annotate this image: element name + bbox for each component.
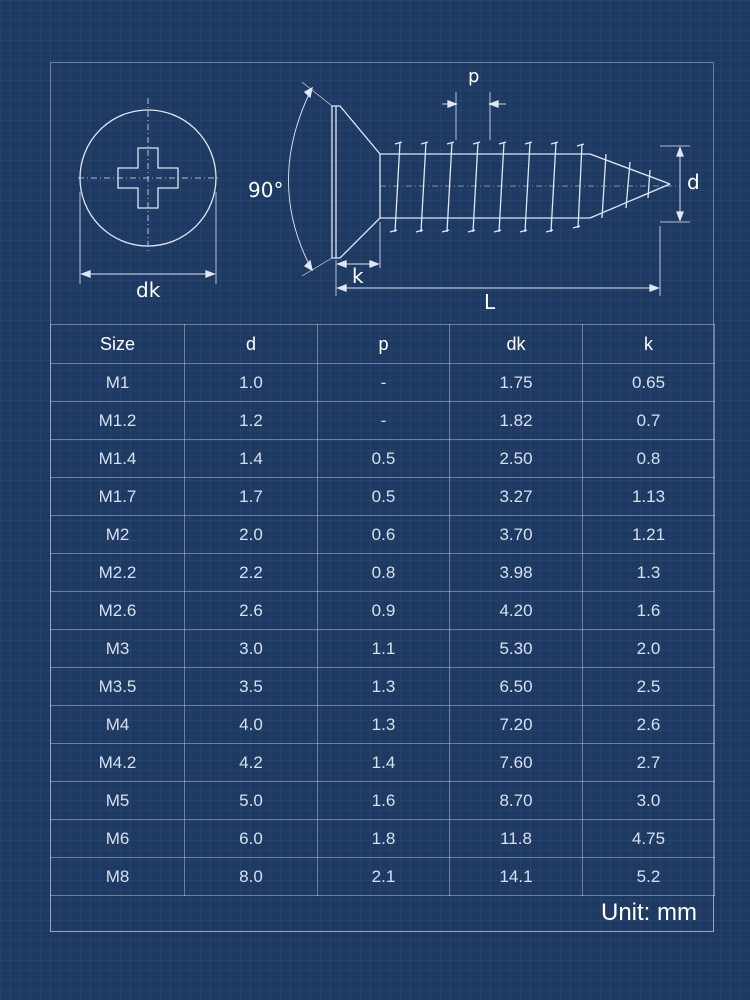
table-row — [51, 364, 715, 402]
table-cell: 2.5 — [583, 668, 715, 706]
table-cell: M2.2 — [51, 554, 185, 592]
length-label: L — [484, 290, 496, 314]
table-body — [51, 364, 715, 896]
table-cell: 5.30 — [450, 630, 583, 668]
table-cell: M1.4 — [51, 440, 185, 478]
header-row — [51, 325, 715, 364]
table-cell: 2.6 — [583, 706, 715, 744]
column-header: p — [318, 325, 450, 364]
table-cell: - — [318, 402, 450, 440]
table-cell: 7.60 — [450, 744, 583, 782]
table-cell: 3.5 — [185, 668, 318, 706]
table-cell: 1.3 — [318, 668, 450, 706]
table-cell: 0.6 — [318, 516, 450, 554]
table-cell: M3 — [51, 630, 185, 668]
table-cell: 1.13 — [583, 478, 715, 516]
table-cell: 1.6 — [583, 592, 715, 630]
table-cell: 1.2 — [185, 402, 318, 440]
table-cell: 2.6 — [185, 592, 318, 630]
unit-row — [50, 895, 714, 932]
table-cell: 2.7 — [583, 744, 715, 782]
table-cell: M1 — [51, 364, 185, 402]
table-cell: 5.0 — [185, 782, 318, 820]
table-cell: 1.4 — [185, 440, 318, 478]
table-cell: 1.3 — [583, 554, 715, 592]
table-cell: 1.3 — [318, 706, 450, 744]
table-cell: 2.0 — [583, 630, 715, 668]
table-cell: 1.7 — [185, 478, 318, 516]
table-cell: 0.8 — [318, 554, 450, 592]
table-row — [51, 744, 715, 782]
dk-dimension-label: dk — [136, 278, 161, 302]
table-cell: M1.2 — [51, 402, 185, 440]
table-cell: 5.2 — [583, 858, 715, 896]
column-header: Size — [51, 325, 185, 364]
table-row — [51, 858, 715, 896]
table-row — [51, 706, 715, 744]
table-cell: 4.75 — [583, 820, 715, 858]
table-cell: M4.2 — [51, 744, 185, 782]
screw-head-side — [332, 106, 380, 258]
table-cell: 8.70 — [450, 782, 583, 820]
table-cell: 2.50 — [450, 440, 583, 478]
table-cell: 0.7 — [583, 402, 715, 440]
table-cell: 4.2 — [185, 744, 318, 782]
table-cell: 2.1 — [318, 858, 450, 896]
diameter-label: d — [687, 170, 700, 194]
table-cell: M2.6 — [51, 592, 185, 630]
angle-label: 90° — [248, 178, 284, 202]
table-cell: 1.82 — [450, 402, 583, 440]
table-cell: 1.21 — [583, 516, 715, 554]
table-row — [51, 782, 715, 820]
table-row — [51, 668, 715, 706]
table-cell: M2 — [51, 516, 185, 554]
table-cell: 11.8 — [450, 820, 583, 858]
table-cell: 6.50 — [450, 668, 583, 706]
spec-table — [50, 324, 715, 896]
table-cell: 3.0 — [185, 630, 318, 668]
table-cell: 1.75 — [450, 364, 583, 402]
table-cell: M8 — [51, 858, 185, 896]
table-cell: 3.27 — [450, 478, 583, 516]
table-cell: - — [318, 364, 450, 402]
column-header: d — [185, 325, 318, 364]
table-cell: M6 — [51, 820, 185, 858]
table-row — [51, 440, 715, 478]
table-cell: 7.20 — [450, 706, 583, 744]
table-cell: 14.1 — [450, 858, 583, 896]
table-cell: M1.7 — [51, 478, 185, 516]
table-cell: 0.65 — [583, 364, 715, 402]
table-cell: 4.0 — [185, 706, 318, 744]
unit-label: Unit: mm — [601, 899, 697, 926]
screw-diagram — [50, 62, 714, 324]
table-cell: 1.1 — [318, 630, 450, 668]
table-cell: 0.8 — [583, 440, 715, 478]
pitch-label: p — [468, 66, 480, 87]
table-cell: 3.70 — [450, 516, 583, 554]
table-cell: M5 — [51, 782, 185, 820]
head-height-label: k — [352, 264, 364, 288]
table-cell: 1.8 — [318, 820, 450, 858]
table-cell: 0.5 — [318, 440, 450, 478]
table-cell: 2.2 — [185, 554, 318, 592]
table-cell: 0.5 — [318, 478, 450, 516]
table-cell: 1.4 — [318, 744, 450, 782]
table-cell: 6.0 — [185, 820, 318, 858]
table-row — [51, 478, 715, 516]
table-row — [51, 820, 715, 858]
table-cell: 4.20 — [450, 592, 583, 630]
table-cell: 8.0 — [185, 858, 318, 896]
table-cell: 2.0 — [185, 516, 318, 554]
table-row — [51, 516, 715, 554]
table-cell: M3.5 — [51, 668, 185, 706]
column-header: dk — [450, 325, 583, 364]
table-cell: 3.98 — [450, 554, 583, 592]
table-cell: 1.0 — [185, 364, 318, 402]
table-cell: M4 — [51, 706, 185, 744]
table-cell: 3.0 — [583, 782, 715, 820]
table-row — [51, 630, 715, 668]
table-cell: 0.9 — [318, 592, 450, 630]
table-row — [51, 402, 715, 440]
table-cell: 1.6 — [318, 782, 450, 820]
column-header: k — [583, 325, 715, 364]
table-row — [51, 592, 715, 630]
table-row — [51, 554, 715, 592]
